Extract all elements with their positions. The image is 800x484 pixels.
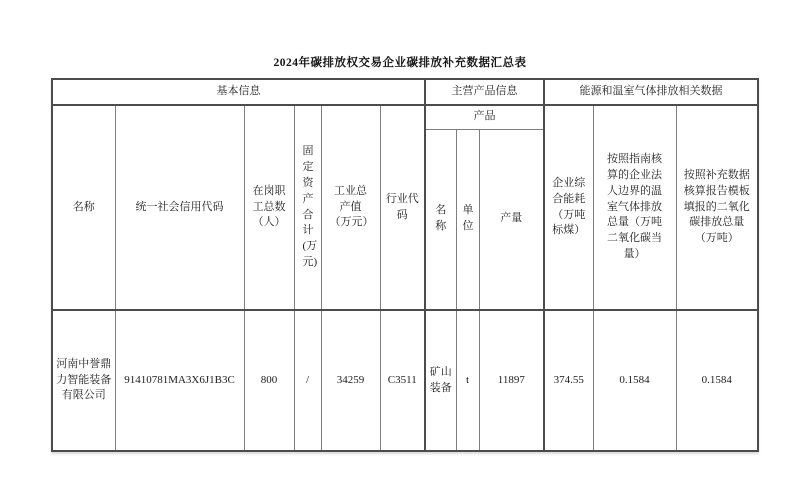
cell-employees: 800 bbox=[244, 310, 294, 451]
subgroup-header-row bbox=[52, 105, 758, 129]
col-header-industrial-output: 工业总产值（万元） bbox=[321, 105, 380, 310]
cell-company-name: 河南中誉鼎力智能装备有限公司 bbox=[52, 310, 115, 451]
cell-energy-consumption: 374.55 bbox=[544, 310, 593, 451]
cell-ghg-guideline: 0.1584 bbox=[593, 310, 676, 451]
col-header-employees: 在岗职工总数（人） bbox=[244, 105, 294, 310]
col-header-company-name: 名称 bbox=[52, 105, 115, 310]
cell-product-name: 矿山装备 bbox=[425, 310, 456, 451]
cell-product-unit: t bbox=[456, 310, 479, 451]
group-header-row bbox=[52, 79, 758, 105]
cell-product-output: 11897 bbox=[479, 310, 544, 451]
col-header-product-output: 产量 bbox=[479, 129, 544, 310]
col-header-ghg-guideline: 按照指南核算的企业法人边界的温室气体排放总量（万吨二氧化碳当量） bbox=[593, 105, 676, 310]
group-header-basic-info: 基本信息 bbox=[52, 79, 425, 105]
subgroup-header-product: 产品 bbox=[425, 105, 544, 129]
cell-credit-code: 91410781MA3X6J1B3C bbox=[115, 310, 244, 451]
cell-co2-supplementary: 0.1584 bbox=[676, 310, 758, 451]
group-header-energy-ghg-data: 能源和温室气体排放相关数据 bbox=[544, 79, 758, 105]
page-title: 2024年碳排放权交易企业碳排放补充数据汇总表 bbox=[273, 57, 527, 69]
col-header-co2-supplementary: 按照补充数据核算报告模板填报的二氧化碳排放总量（万吨） bbox=[676, 105, 758, 310]
cell-industrial-output: 34259 bbox=[321, 310, 380, 451]
cell-industry-code: C3511 bbox=[380, 310, 425, 451]
col-header-fixed-assets: 固定资产合计(万元) bbox=[294, 105, 321, 310]
group-header-main-product-info: 主营产品信息 bbox=[425, 79, 544, 105]
col-header-product-unit: 单位 bbox=[456, 129, 479, 310]
col-header-credit-code: 统一社会信用代码 bbox=[115, 105, 244, 310]
table-row bbox=[52, 310, 758, 451]
col-header-energy-consumption: 企业综合能耗（万吨标煤） bbox=[544, 105, 593, 310]
col-header-product-name: 名称 bbox=[425, 129, 456, 310]
col-header-industry-code: 行业代码 bbox=[380, 105, 425, 310]
cell-fixed-assets: / bbox=[294, 310, 321, 451]
emissions-summary-table bbox=[51, 78, 759, 452]
